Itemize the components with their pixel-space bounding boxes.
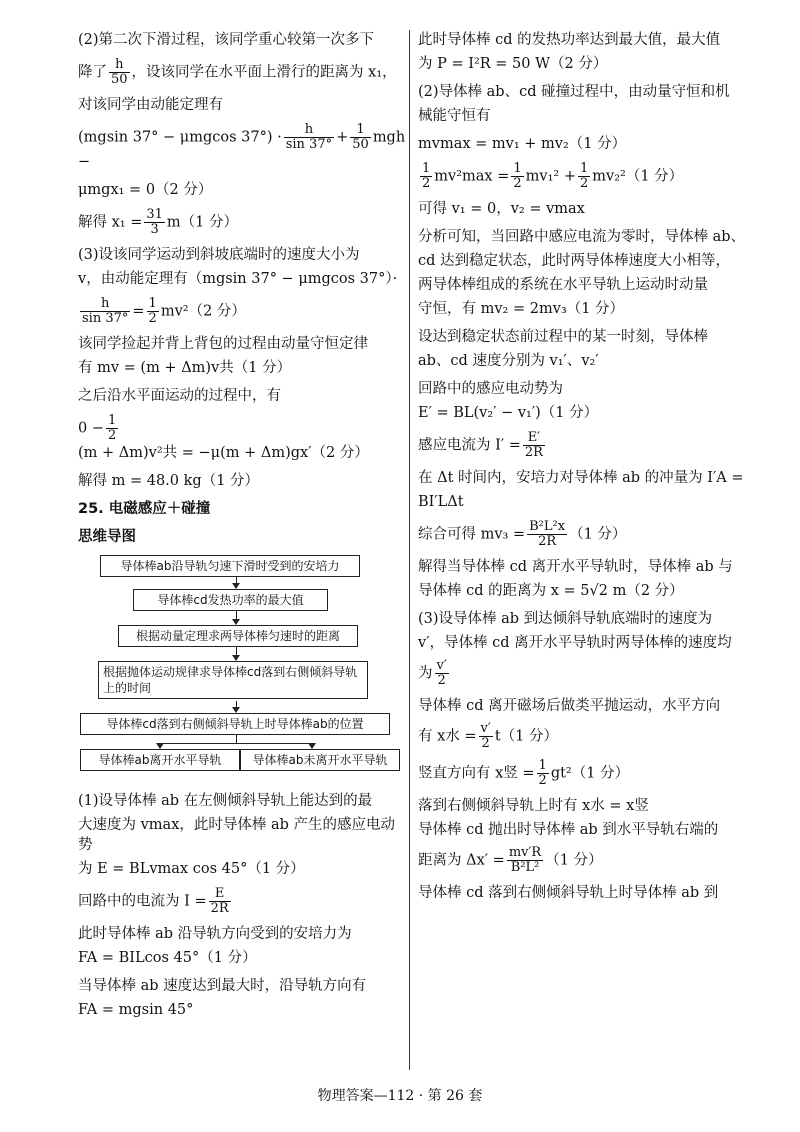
text-line: 此时导体棒 cd 的发热功率达到最大值，最大值	[418, 32, 721, 48]
equation: FA = mgsin 45°	[78, 1002, 194, 1018]
text-line: 解得当导体棒 cd 离开水平导轨时，导体棒 ab 与	[418, 559, 733, 575]
equation: 感应电流为 I′ = $\frac{E'}{2R}$	[418, 430, 543, 460]
equation: $\frac{h}{\sin 37^\circ}$ = $\frac{1}{2}$ mv²（2 分）	[82, 296, 246, 326]
text-line: (2)导体棒 ab、cd 碰撞过程中，由动量守恒和机	[418, 84, 730, 100]
equation: (mgsin 37° − μmgcos 37°) · $\frac{h}{\sin 37^\circ}$ + $\frac{1}{50}$ mgh −	[78, 122, 406, 170]
text-line: 该同学捡起并背上背包的过程由动量守恒定律	[78, 336, 368, 352]
flow-box: 导体棒cd落到右侧倾斜导轨上时导体棒ab的位置	[80, 713, 390, 735]
text-line: (2)第二次下滑过程，该同学重心较第一次多下	[78, 32, 375, 48]
text-line: 对该同学由动能定理有	[78, 97, 223, 113]
equation: BI′LΔt	[418, 494, 464, 510]
text-line: 在 Δt 时间内，安培力对导体棒 ab 的冲量为 I′A =	[418, 470, 744, 486]
equation: 为 E = BLvmax cos 45°（1 分）	[78, 861, 305, 877]
equation: FA = BILcos 45°（1 分）	[78, 950, 257, 966]
equation: 综合可得 mv₃ = $\frac{\text{B²L²x}}{2R}$ （1 分）	[418, 519, 627, 549]
text-line: ab、cd 速度分别为 v₁′、v₂′	[418, 353, 599, 369]
text-line: v，由动能定理有（mgsin 37° − μmgcos 37°）·	[78, 271, 398, 287]
left-column	[78, 30, 408, 1028]
equation: 回路中的电流为 I = $\frac{E}{2R}$	[78, 886, 229, 916]
equation: 竖直方向有 x竖 = $\frac{1}{2}$ gt²（1 分）	[418, 758, 630, 788]
equation: 有 mv = (m + Δm)v共（1 分）	[78, 360, 292, 376]
text-line: 导体棒 cd 离开磁场后做类平抛运动，水平方向	[418, 698, 721, 714]
text-line: v′，导体棒 cd 离开水平导轨时两导体棒的速度均	[418, 635, 732, 651]
text-line: 导体棒 cd 落到右侧倾斜导轨上时导体棒 ab 到	[418, 885, 719, 901]
text-line: cd 达到稳定状态，此时两导体棒速度大小相等，	[418, 253, 731, 269]
right-column	[418, 30, 748, 911]
text-line: 两导体棒组成的系统在水平导轨上运动时动量	[418, 277, 708, 293]
equation: 守恒，有 mv₂ = 2mv₃（1 分）	[418, 301, 625, 317]
flow-box: 导体棒ab离开水平导轨	[80, 749, 240, 771]
equation: mvmax = mv₁ + mv₂（1 分）	[418, 136, 627, 152]
flow-box: 导体棒ab沿导轨匀速下滑时受到的安培力	[100, 555, 360, 577]
equation: 解得 x₁ = $\frac{31}{3}$ m（1 分）	[78, 207, 238, 237]
text-line: 降了 $\frac{h}{50}$ ，设该同学在水平面上滑行的距离为 x₁，	[78, 57, 397, 87]
section-heading: 25. 电磁感应＋碰撞	[78, 501, 211, 517]
text-line: (3)设该同学运动到斜坡底端时的速度大小为	[78, 247, 360, 263]
equation: 为 $\frac{v'}{2}$	[418, 658, 447, 688]
flow-box: 导体棒cd发热功率的最大值	[133, 589, 328, 611]
equation: 可得 v₁ = 0，v₂ = vmax	[418, 201, 585, 217]
equation: 解得 m = 48.0 kg（1 分）	[78, 473, 260, 489]
text-line: 分析可知，当回路中感应电流为零时，导体棒 ab、	[418, 229, 746, 245]
equation: E′ = BL(v₂′ − v₁′)（1 分）	[418, 405, 599, 421]
text-line: 之后沿水平面运动的过程中，有	[78, 388, 281, 404]
text-line: (3)设导体棒 ab 到达倾斜导轨底端时的速度为	[418, 611, 713, 627]
text-line: 械能守恒有	[418, 108, 491, 124]
flow-box: 根据动量定理求两导体棒匀速时的距离	[118, 625, 358, 647]
text-line: 大速度为 vmax，此时导体棒 ab 产生的感应电动势	[78, 817, 396, 853]
flow-connector	[236, 735, 237, 743]
text-line: 设达到稳定状态前过程中的某一时刻，导体棒	[418, 329, 708, 345]
text-line: (1)设导体棒 ab 在左侧倾斜导轨上能达到的最	[78, 793, 373, 809]
equation: 为 P = I²R = 50 W（2 分）	[418, 56, 608, 72]
flow-connector	[160, 743, 312, 744]
equation: 有 x水 = $\frac{v'}{2}$ t（1 分）	[418, 721, 559, 751]
equation: 距离为 Δx′ = $\frac{mv'R}{\text{B²L²}}$ （1 分）	[418, 845, 603, 875]
equation: 导体棒 cd 的距离为 x = 5√2 m（2 分）	[418, 583, 684, 599]
flow-box: 导体棒ab未离开水平导轨	[240, 749, 400, 771]
text-line: 此时导体棒 ab 沿导轨方向受到的安培力为	[78, 926, 352, 942]
mindmap-heading: 思维导图	[78, 529, 136, 545]
page-footer: 物理答案—112 · 第 26 套	[317, 1088, 483, 1104]
mind-map-flowchart	[78, 555, 408, 785]
text-line: 当导体棒 ab 速度达到最大时，沿导轨方向有	[78, 978, 367, 994]
text-line: 回路中的感应电动势为	[418, 381, 563, 397]
text-line: 导体棒 cd 抛出时导体棒 ab 到水平导轨右端的	[418, 822, 719, 838]
flow-box: 根据抛体运动规律求导体棒cd落到右侧倾斜导轨上的时间	[98, 661, 368, 699]
column-divider	[409, 30, 410, 1070]
equation: μmgx₁ = 0（2 分）	[78, 182, 213, 198]
text-line: 落到右侧倾斜导轨上时有 x水 = x竖	[418, 798, 649, 814]
equation: $\frac{1}{2}$ mv²max = $\frac{1}{2}$ mv₁² + $\frac{1}{2}$ mv₂²（1 分）	[422, 161, 684, 191]
equation: 0 − $\frac{1}{2}$ (m + Δm)v²共 = −μ(m + Δm)gx′（2 分）	[78, 413, 369, 461]
